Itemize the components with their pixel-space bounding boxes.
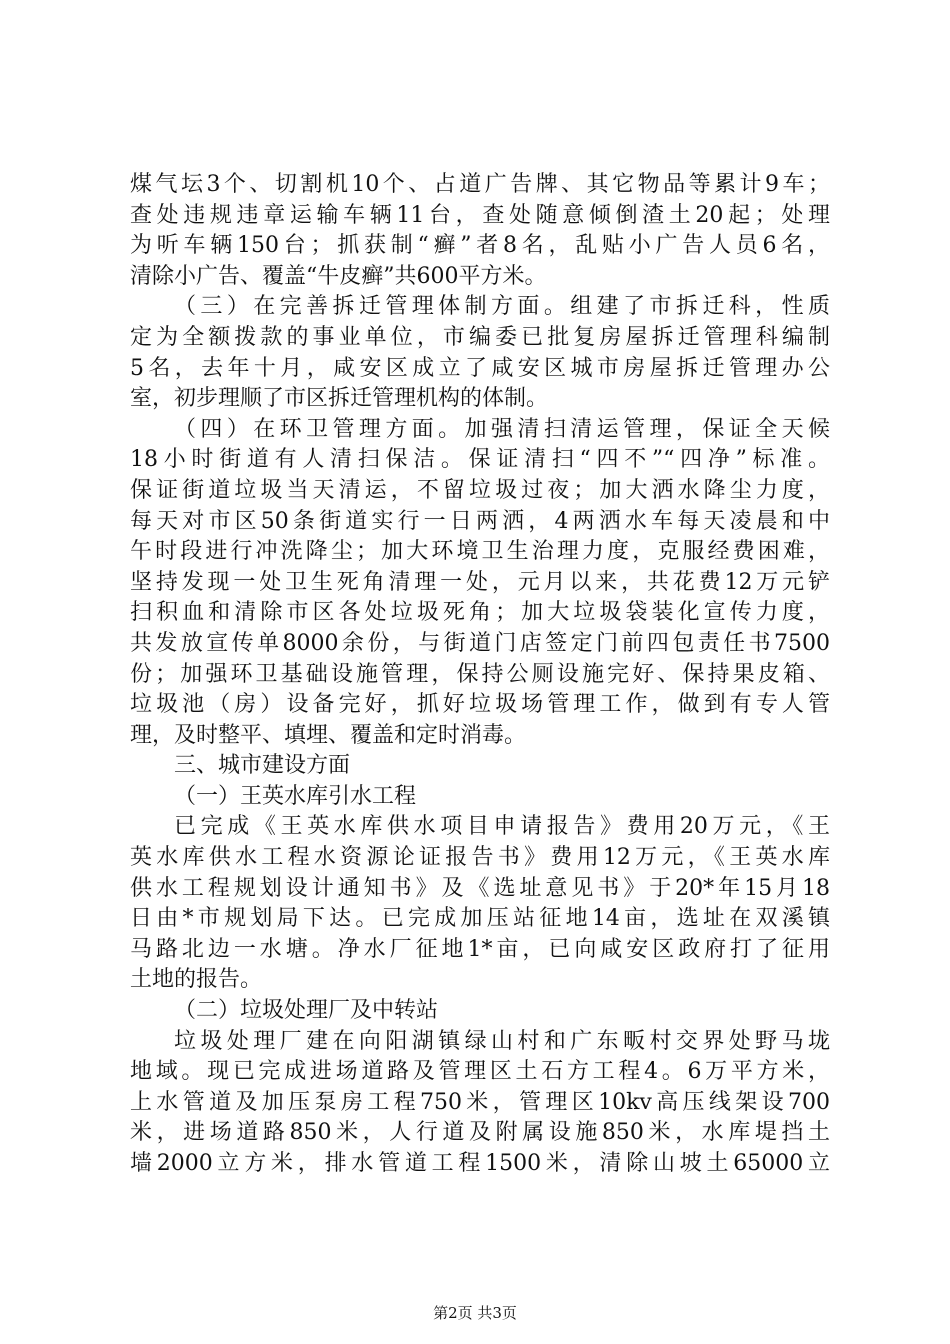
text-line: （三）在完善拆迁管理体制方面。组建了市拆迁科，性质 xyxy=(174,294,830,320)
text-line: 理，及时整平、填埋、覆盖和定时消毒。 xyxy=(130,722,527,748)
text-line: 坚持发现一处卫生死角清理一处，元月以来，共花费12万元铲 xyxy=(130,569,830,595)
text-line: 地域。现已完成进场道路及管理区土石方工程4。6万平方米， xyxy=(130,1059,830,1085)
text-line: 份；加强环卫基础设施管理，保持公厕设施完好、保持果皮箱、 xyxy=(130,661,830,687)
text-line: 共发放宣传单8000余份，与街道门店签定门前四包责任书7500 xyxy=(130,630,830,656)
page-footer: 第2页 共3页 xyxy=(433,1304,517,1322)
text-line: 日由*市规划局下达。已完成加压站征地14亩，选址在双溪镇 xyxy=(130,906,830,932)
text-line: （二）垃圾处理厂及中转站 xyxy=(174,998,439,1024)
text-line: 煤气坛3个、切割机10个、占道广告牌、其它物品等累计9车； xyxy=(130,172,830,197)
text-line: 墙2000立方米，排水管道工程1500米，清除山坡土65000立 xyxy=(130,1151,830,1176)
text-line: 保证街道垃圾当天清运，不留垃圾过夜；加大洒水降尘力度， xyxy=(130,477,830,503)
text-line: 午时段进行冲洗降尘；加大环境卫生治理力度，克服经费困难， xyxy=(130,539,830,565)
document-body xyxy=(130,170,830,1180)
text-line: 每天对市区50条街道实行一日两洒，4两洒水车每天凌晨和中 xyxy=(130,508,830,534)
text-line: 为听车辆150台；抓获制“癣”者8名，乱贴小广告人员6名， xyxy=(130,233,830,259)
text-line: 英水库供水工程水资源论证报告书》费用12万元，《王英水库 xyxy=(130,845,830,871)
text-line: 马路北边一水塘。净水厂征地1*亩，已向咸安区政府打了征用 xyxy=(130,936,830,962)
text-line: 米，进场道路850米，人行道及附属设施850米，水库堤挡土 xyxy=(130,1120,830,1146)
text-line: 三、城市建设方面 xyxy=(174,753,351,779)
text-line: 已完成《王英水库供水项目申请报告》费用20万元，《王 xyxy=(174,814,830,840)
text-line: 供水工程规划设计通知书》及《选址意见书》于20*年15月18 xyxy=(130,875,830,901)
text-line: 查处违规违章运输车辆11台，查处随意倾倒渣土20起；处理 xyxy=(130,202,830,228)
text-line: 扫积血和清除市区各处垃圾死角；加大垃圾袋装化宣传力度， xyxy=(130,600,830,626)
text-line: 清除小广告、覆盖“牛皮癣”共600平方米。 xyxy=(130,263,547,289)
text-line: 5名，去年十月，咸安区成立了咸安区城市房屋拆迁管理办公 xyxy=(130,355,830,381)
text-line: 垃圾池（房）设备完好，抓好垃圾场管理工作，做到有专人管 xyxy=(130,692,830,718)
text-line: 上水管道及加压泵房工程750米，管理区10kv高压线架设700 xyxy=(130,1089,830,1115)
text-line: 18小时街道有人清扫保洁。保证清扫“四不”“四净”标准。 xyxy=(130,447,830,473)
text-line: 定为全额拨款的事业单位，市编委已批复房屋拆迁管理科编制 xyxy=(130,324,830,350)
text-line: 室，初步理顺了市区拆迁管理机构的体制。 xyxy=(130,386,549,412)
text-line: （四）在环卫管理方面。加强清扫清运管理，保证全天候 xyxy=(174,416,830,442)
text-line: （一）王英水库引水工程 xyxy=(174,783,417,809)
text-line: 垃圾处理厂建在向阳湖镇绿山村和广东畈村交界处野马垅 xyxy=(174,1028,830,1054)
text-line: 土地的报告。 xyxy=(130,967,263,993)
